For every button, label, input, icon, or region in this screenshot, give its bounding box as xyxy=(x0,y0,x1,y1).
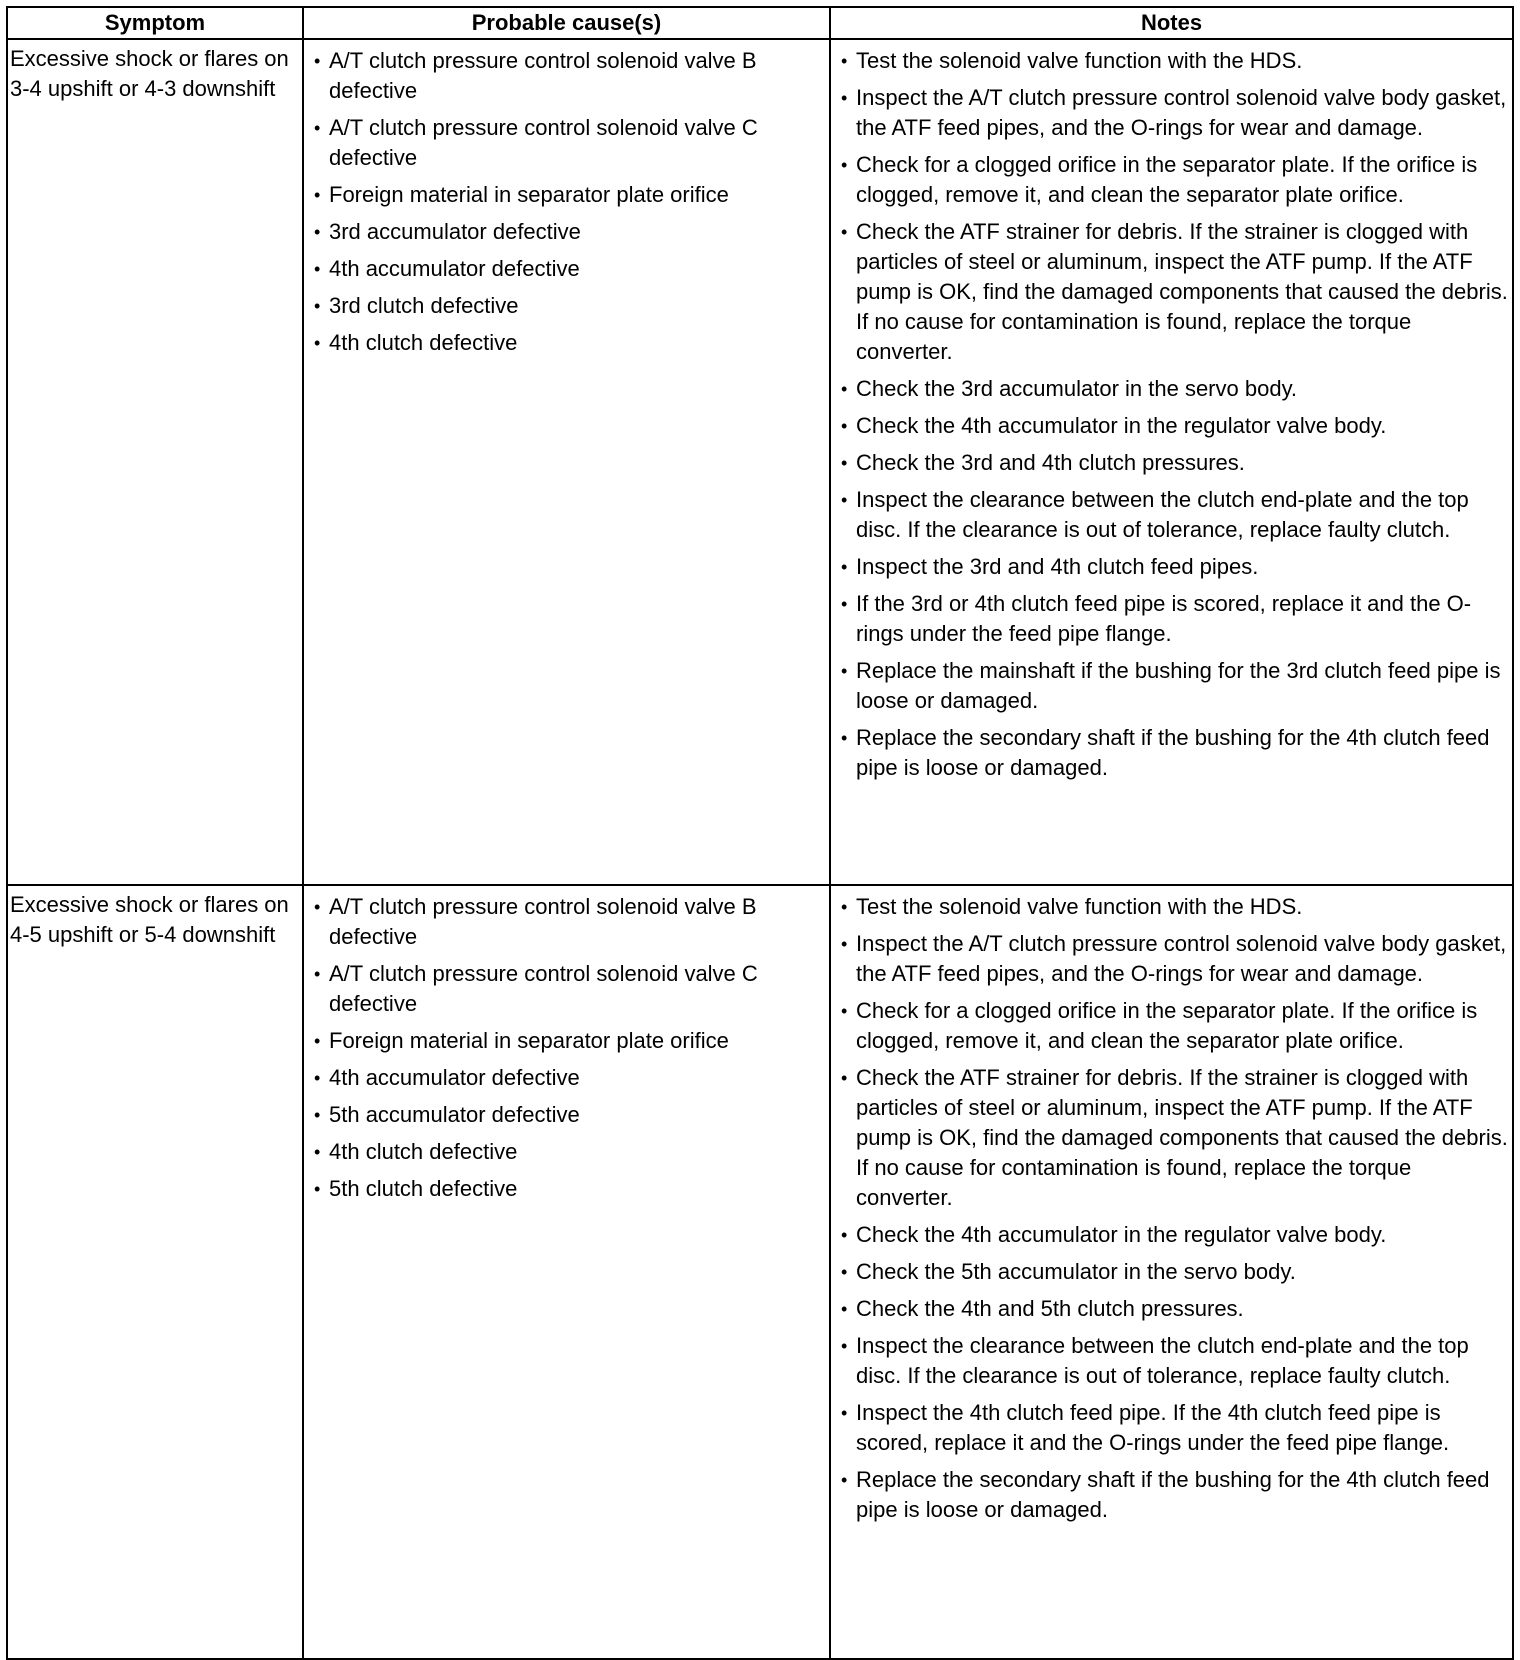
bullet-icon: • xyxy=(841,661,848,681)
note-item xyxy=(839,448,1508,478)
bullet-icon: • xyxy=(841,1299,848,1319)
symptom-cell: Excessive shock or flares on 4-5 upshift or 5-4 downshift xyxy=(7,885,303,1659)
bullet-icon: • xyxy=(314,1068,321,1088)
bullet-icon: • xyxy=(841,1262,848,1282)
note-item-text: Replace the secondary shaft if the bushing for the 4th clutch feed pipe is loose or damaged. xyxy=(856,1467,1490,1522)
cause-item xyxy=(312,328,825,358)
note-item-text: Inspect the A/T clutch pressure control solenoid valve body gasket, the ATF feed pipes, and the O-rings for wear and damage. xyxy=(856,931,1507,986)
cause-item-text: A/T clutch pressure control solenoid valve C defective xyxy=(329,961,758,1016)
note-item xyxy=(839,929,1508,989)
cause-item xyxy=(312,1026,825,1056)
bullet-icon: • xyxy=(841,1336,848,1356)
note-item xyxy=(839,217,1508,367)
note-item-text: Check the ATF strainer for debris. If the strainer is clogged with particles of steel or aluminum, inspect the ATF pump. If the ATF pump is OK, find the damaged components that caused the debris. If no cause for contamination is found, replace the torque converter. xyxy=(856,219,1508,364)
note-item xyxy=(839,1465,1508,1525)
note-item xyxy=(839,411,1508,441)
causes-cell xyxy=(303,39,830,885)
causes-list xyxy=(312,46,825,358)
note-item xyxy=(839,83,1508,143)
bullet-icon: • xyxy=(841,934,848,954)
cause-item xyxy=(312,113,825,173)
cause-item-text: A/T clutch pressure control solenoid valve B defective xyxy=(329,48,757,103)
note-item-text: Check for a clogged orifice in the separator plate. If the orifice is clogged, remove it, and clean the separator plate orifice. xyxy=(856,998,1478,1053)
note-item-text: Inspect the 4th clutch feed pipe. If the 4th clutch feed pipe is scored, replace it and the O-rings under the feed pipe flange. xyxy=(856,1400,1450,1455)
note-item-text: Test the solenoid valve function with the HDS. xyxy=(856,48,1303,73)
note-item xyxy=(839,46,1508,76)
bullet-icon: • xyxy=(314,296,321,316)
note-item-text: Check the 3rd and 4th clutch pressures. xyxy=(856,450,1245,475)
bullet-icon: • xyxy=(314,1142,321,1162)
bullet-icon: • xyxy=(314,1031,321,1051)
bullet-icon: • xyxy=(841,897,848,917)
bullet-icon: • xyxy=(841,728,848,748)
bullet-icon: • xyxy=(841,1470,848,1490)
bullet-icon: • xyxy=(314,1179,321,1199)
symptom-cell: Excessive shock or flares on 3-4 upshift or 4-3 downshift xyxy=(7,39,303,885)
note-item-text: Check the ATF strainer for debris. If the strainer is clogged with particles of steel or aluminum, inspect the ATF pump. If the ATF pump is OK, find the damaged components that caused the debris. If no cause for contamination is found, replace the torque converter. xyxy=(856,1065,1508,1210)
bullet-icon: • xyxy=(841,557,848,577)
cause-item xyxy=(312,959,825,1019)
note-item xyxy=(839,1063,1508,1213)
cause-item-text: Foreign material in separator plate orifice xyxy=(329,182,729,207)
bullet-icon: • xyxy=(841,490,848,510)
note-item xyxy=(839,996,1508,1056)
bullet-icon: • xyxy=(314,222,321,242)
note-item xyxy=(839,374,1508,404)
note-item xyxy=(839,892,1508,922)
bullet-icon: • xyxy=(314,185,321,205)
note-item xyxy=(839,1331,1508,1391)
bullet-icon: • xyxy=(841,1068,848,1088)
note-item-text: Check for a clogged orifice in the separator plate. If the orifice is clogged, remove it, and clean the separator plate orifice. xyxy=(856,152,1478,207)
bullet-icon: • xyxy=(841,1225,848,1245)
causes-cell xyxy=(303,885,830,1659)
bullet-icon: • xyxy=(314,118,321,138)
bullet-icon: • xyxy=(841,222,848,242)
cause-item xyxy=(312,180,825,210)
note-item xyxy=(839,485,1508,545)
table-row xyxy=(7,885,1513,1659)
note-item-text: Inspect the clearance between the clutch end-plate and the top disc. If the clearance is out of tolerance, replace faulty clutch. xyxy=(856,1333,1469,1388)
cause-item xyxy=(312,291,825,321)
note-item xyxy=(839,1220,1508,1250)
cause-item xyxy=(312,254,825,284)
header-symptom: Symptom xyxy=(7,7,303,39)
header-notes: Notes xyxy=(830,7,1513,39)
bullet-icon: • xyxy=(314,964,321,984)
note-item xyxy=(839,723,1508,783)
bullet-icon: • xyxy=(841,379,848,399)
notes-cell xyxy=(830,885,1513,1659)
bullet-icon: • xyxy=(841,51,848,71)
cause-item-text: 4th accumulator defective xyxy=(329,1065,580,1090)
cause-item-text: 4th clutch defective xyxy=(329,1139,518,1164)
note-item-text: Check the 3rd accumulator in the servo body. xyxy=(856,376,1298,401)
header-row xyxy=(7,7,1513,39)
bullet-icon: • xyxy=(841,1001,848,1021)
note-item-text: Check the 4th accumulator in the regulator valve body. xyxy=(856,413,1387,438)
note-item xyxy=(839,656,1508,716)
causes-list xyxy=(312,892,825,1204)
note-item-text: If the 3rd or 4th clutch feed pipe is scored, replace it and the O-rings under the feed pipe flange. xyxy=(856,591,1472,646)
cause-item-text: 5th clutch defective xyxy=(329,1176,518,1201)
bullet-icon: • xyxy=(841,88,848,108)
cause-item-text: A/T clutch pressure control solenoid valve B defective xyxy=(329,894,757,949)
note-item xyxy=(839,150,1508,210)
cause-item-text: 3rd clutch defective xyxy=(329,293,519,318)
bullet-icon: • xyxy=(841,416,848,436)
cause-item-text: 4th clutch defective xyxy=(329,330,518,355)
cause-item xyxy=(312,1100,825,1130)
cause-item xyxy=(312,892,825,952)
cause-item-text: 4th accumulator defective xyxy=(329,256,580,281)
bullet-icon: • xyxy=(314,897,321,917)
notes-list xyxy=(839,46,1508,783)
bullet-icon: • xyxy=(841,453,848,473)
cause-item xyxy=(312,217,825,247)
notes-cell xyxy=(830,39,1513,885)
cause-item xyxy=(312,1137,825,1167)
cause-item-text: 3rd accumulator defective xyxy=(329,219,581,244)
table-row xyxy=(7,39,1513,885)
cause-item xyxy=(312,46,825,106)
note-item xyxy=(839,589,1508,649)
bullet-icon: • xyxy=(314,333,321,353)
note-item-text: Replace the mainshaft if the bushing for the 3rd clutch feed pipe is loose or damaged. xyxy=(856,658,1501,713)
note-item xyxy=(839,552,1508,582)
bullet-icon: • xyxy=(841,1403,848,1423)
bullet-icon: • xyxy=(314,1105,321,1125)
troubleshooting-table xyxy=(6,6,1514,1660)
bullet-icon: • xyxy=(314,259,321,279)
note-item-text: Test the solenoid valve function with the HDS. xyxy=(856,894,1303,919)
notes-list xyxy=(839,892,1508,1525)
note-item-text: Inspect the 3rd and 4th clutch feed pipes. xyxy=(856,554,1259,579)
cause-item-text: Foreign material in separator plate orifice xyxy=(329,1028,729,1053)
note-item xyxy=(839,1398,1508,1458)
cause-item-text: 5th accumulator defective xyxy=(329,1102,580,1127)
table-body xyxy=(7,39,1513,1659)
note-item-text: Check the 4th accumulator in the regulator valve body. xyxy=(856,1222,1387,1247)
note-item xyxy=(839,1257,1508,1287)
header-probable-causes: Probable cause(s) xyxy=(303,7,830,39)
cause-item xyxy=(312,1174,825,1204)
note-item-text: Check the 4th and 5th clutch pressures. xyxy=(856,1296,1244,1321)
bullet-icon: • xyxy=(841,155,848,175)
cause-item-text: A/T clutch pressure control solenoid valve C defective xyxy=(329,115,758,170)
bullet-icon: • xyxy=(314,51,321,71)
cause-item xyxy=(312,1063,825,1093)
bullet-icon: • xyxy=(841,594,848,614)
note-item xyxy=(839,1294,1508,1324)
note-item-text: Check the 5th accumulator in the servo body. xyxy=(856,1259,1296,1284)
note-item-text: Replace the secondary shaft if the bushing for the 4th clutch feed pipe is loose or damaged. xyxy=(856,725,1490,780)
note-item-text: Inspect the A/T clutch pressure control solenoid valve body gasket, the ATF feed pipes, and the O-rings for wear and damage. xyxy=(856,85,1507,140)
note-item-text: Inspect the clearance between the clutch end-plate and the top disc. If the clearance is out of tolerance, replace faulty clutch. xyxy=(856,487,1469,542)
table-header xyxy=(7,7,1513,39)
